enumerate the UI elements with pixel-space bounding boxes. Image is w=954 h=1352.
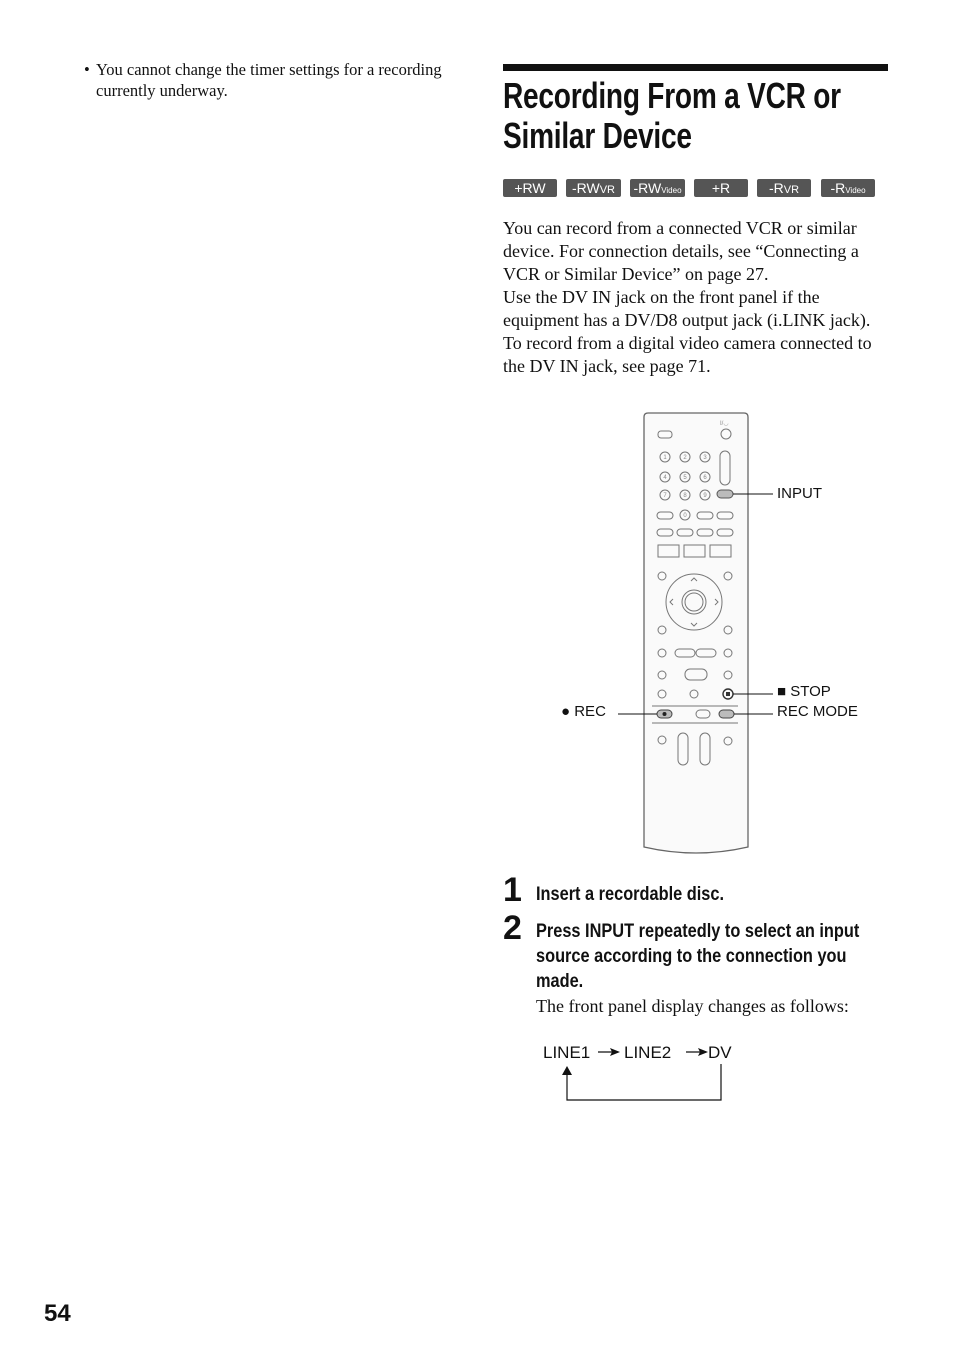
step-2-text bbox=[536, 919, 932, 994]
badge-minus-rw-vr: -RWVR bbox=[566, 179, 621, 197]
svg-text:2: 2 bbox=[683, 455, 687, 461]
badge-minus-r-video: -RVideo bbox=[821, 179, 875, 197]
input-cycle-diagram bbox=[540, 1038, 760, 1108]
step-2-line-3: made. bbox=[536, 971, 584, 992]
svg-text:6: 6 bbox=[703, 475, 707, 481]
callout-input: INPUT bbox=[777, 485, 822, 502]
note-text: You cannot change the timer settings for a recording currently underway. bbox=[96, 60, 442, 100]
title-rule bbox=[503, 64, 888, 71]
svg-text:5: 5 bbox=[683, 475, 687, 481]
callout-stop: ■ STOP bbox=[777, 683, 831, 700]
page-title bbox=[503, 76, 909, 156]
intro-paragraph-2: Use the DV IN jack on the front panel if the equipment has a DV/D8 output jack (i.LINK jack). To record from a digital video camera connected to the DV IN jack, see page 71. bbox=[503, 287, 872, 376]
intro-paragraph-1: You can record from a connected VCR or similar device. For connection details, see “Connecting a VCR or Similar Device” on page 27. bbox=[503, 218, 859, 284]
remote-control-figure bbox=[540, 405, 900, 865]
svg-text:7: 7 bbox=[663, 493, 667, 499]
svg-text:0: 0 bbox=[683, 513, 687, 519]
callout-rec-mode: REC MODE bbox=[777, 703, 858, 720]
left-column-note bbox=[84, 59, 464, 101]
step-2-line-1: Press INPUT repeatedly to select an input bbox=[536, 921, 860, 942]
title-line-2: Similar Device bbox=[503, 115, 692, 156]
remote-control-illustration bbox=[540, 405, 900, 865]
flow-dv: DV bbox=[708, 1043, 732, 1062]
flow-line2: LINE2 bbox=[624, 1043, 672, 1062]
input-cycle-arrows bbox=[540, 1038, 760, 1108]
step-2-detail: The front panel display changes as follows: bbox=[536, 996, 849, 1016]
svg-text:9: 9 bbox=[703, 493, 707, 499]
title-line-1: Recording From a VCR or bbox=[503, 75, 841, 116]
svg-text:3: 3 bbox=[703, 455, 707, 461]
badge-plus-r: +R bbox=[694, 179, 748, 197]
flow-line1: LINE1 bbox=[543, 1043, 591, 1062]
step-2-line-2: source according to the connection you bbox=[536, 946, 847, 967]
step-1-number: 1 bbox=[503, 871, 522, 909]
svg-text:8: 8 bbox=[683, 493, 687, 499]
svg-text:4: 4 bbox=[663, 475, 667, 481]
step-1-text: Insert a recordable disc. bbox=[536, 884, 724, 905]
intro-text bbox=[503, 217, 893, 378]
callout-rec: ● REC bbox=[561, 703, 606, 720]
badge-plus-rw: +RW bbox=[503, 179, 557, 197]
badge-minus-r-vr: -RVR bbox=[757, 179, 811, 197]
svg-text:I/◡: I/◡ bbox=[720, 421, 729, 427]
page-number: 54 bbox=[44, 1300, 71, 1327]
bullet: • bbox=[84, 60, 90, 79]
step-2-number: 2 bbox=[503, 909, 522, 947]
svg-text:1: 1 bbox=[663, 455, 667, 461]
badge-minus-rw-video: -RWVideo bbox=[630, 179, 685, 197]
